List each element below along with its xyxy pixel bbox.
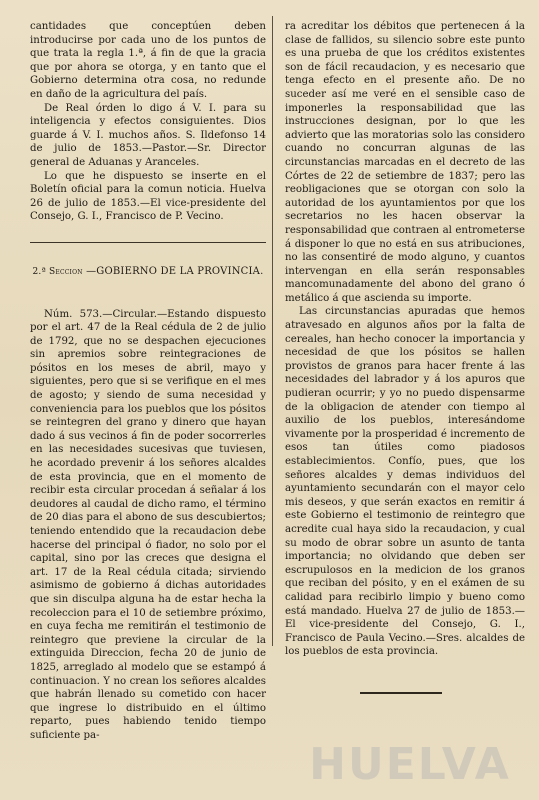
paragraph-circumstances: Las circunstancias apuradas que hemos atravesado en algunos años por la falta de cereales, han hecho conocer la importancia y necesidad de que los pósitos se hallen provistos de granos para hacer frente á las necesidades del labrador y á los apuros que pudieran ocurrir; y yo no puedo dispensarme de la obligacion de atender con tiempo al auxilio de los pueblos, interesándome vivamente por la prosperidad é incremento de esos tan útiles como piadosos establecimientos. Confío, pues, que los señores alcaldes y demas individuos del ayuntamiento secundarán con el mayor celo mis deseos, y que serán exactos en remitir á este Gobierno el testimonio de reintegro que acredite cual haya sido la recaudacion, y cual su modo de obrar sobre un asunto de tanta importancia; no olvidando que deben ser escrupulosos en la medicion de los granos que reciban del pósito, y en el exámen de su calidad para recibirlo limpio y bueno como está mandado. Huelva 27 de julio de 1853.—El vice-presidente del Consejo, G. I., Francisco de Paula Vecino.—Sres. alcaldes de los pueblos de esta provincia. xyxy=(285,306,525,658)
paragraph-continuation: cantidades que conceptúen deben introducirse por cada uno de los puntos de que trata la regla 1.ª, á fin de que la gracia que por ahora se otorga, y en tanto que el Gobierno determina otra cosa, no redunde en daño de la agricultura del país. xyxy=(30,21,266,100)
library-watermark: HUELVA xyxy=(309,739,511,790)
section-heading xyxy=(30,265,266,280)
spacer xyxy=(30,224,266,242)
left-column xyxy=(30,20,266,743)
paragraph-royal-order: De Real órden lo digo á V. I. para su inteligencia y efectos consiguientes. Dios guarde á V. I. muchos años. S. Ildefonso 14 de julio de 1853.—Pastor.—Sr. Director general de Aduanas y Aranceles. xyxy=(30,102,266,168)
end-rule xyxy=(360,692,442,694)
paragraph-circular-continuation: ra acreditar los débitos que pertenecen á la clase de fallidos, su silencio sobre este punto es una prueba de que los créditos existentes son de fácil recaudacion, y es necesario que tenga efecto en el presente año. De no suceder así me veré en el sensible caso de imponerles la responsabilidad que las instrucciones designan, por lo que les advierto que las moratorias solo las considero cuando no concurran algunas de las circunstancias marcadas en el decreto de las Córtes de 22 de setiembre de 1837; pero las reobligaciones que se otorgan con solo la autoridad de los ayuntamientos por que los secretarios no les hacen observar la responsabilidad que contraen al entrometerse á disponer lo que no está en sus atribuciones, no las consentiré de modo alguno, y cuantos intervengan en ella serán responsables mancomunadamente del abono del grano ó metálico á que ascienda su importe. xyxy=(285,21,525,304)
paragraph-publication-notice: Lo que he dispuesto se inserte en el Boletín oficial para la comun noticia. Huelva 26 de julio de 1853.—El vice-presidente del Consejo, G. I., Francisco de P. Vecino. xyxy=(30,170,266,223)
section-label: 2.ª Seccion xyxy=(32,266,83,277)
paragraph-circular-573: Núm. 573.—Circular.—Estando dispuesto por el art. 47 de la Real cédula de 2 de julio de 1792, que no se despachen ejecuciones sin apremios sobre reintegraciones de pósitos en los meses de abril, mayo y siguientes, pero que si se verifique en el mes de agosto; y siendo de suma necesidad y conveniencia para los pueblos que los pósitos se reintegren del grano y dinero que hayan dado á sus vecinos á fin de poder socorrerles en las necesidades sucesivas que tuviesen, he acordado prevenir á los señores alcaldes de esta provincia, que en el momento de recibir esta circular procedan á señalar á los deudores al caudal de dicho ramo, el término de 20 dias para el abono de sus descubiertos; teniendo entendido que la recaudacion debe hacerse del principal ó fiador, no solo por el capital, sino por las creces que designa el art. 17 de la Real cédula citada; sirviendo asimismo de gobierno á dichas autoridades que sin disculpa alguna ha de estar hecha la recoleccion para el 10 de setiembre próximo, en cuya fecha me remitirán el testimonio de reintegro que previene la circular de la extinguida Direccion, fecha 20 de junio de 1825, arreglado al modelo que se estampó á continuacion. Y no crean los señores alcaldes que habrán llenado su cometido con hacer que ingrese lo distribuido en el último reparto, pues habiendo tenido tiempo suficiente pa- xyxy=(30,308,266,741)
section-title: —GOBIERNO DE LA PROVINCIA. xyxy=(86,265,264,277)
section-rule xyxy=(30,242,266,243)
right-column xyxy=(285,20,525,659)
column-divider xyxy=(272,16,273,646)
